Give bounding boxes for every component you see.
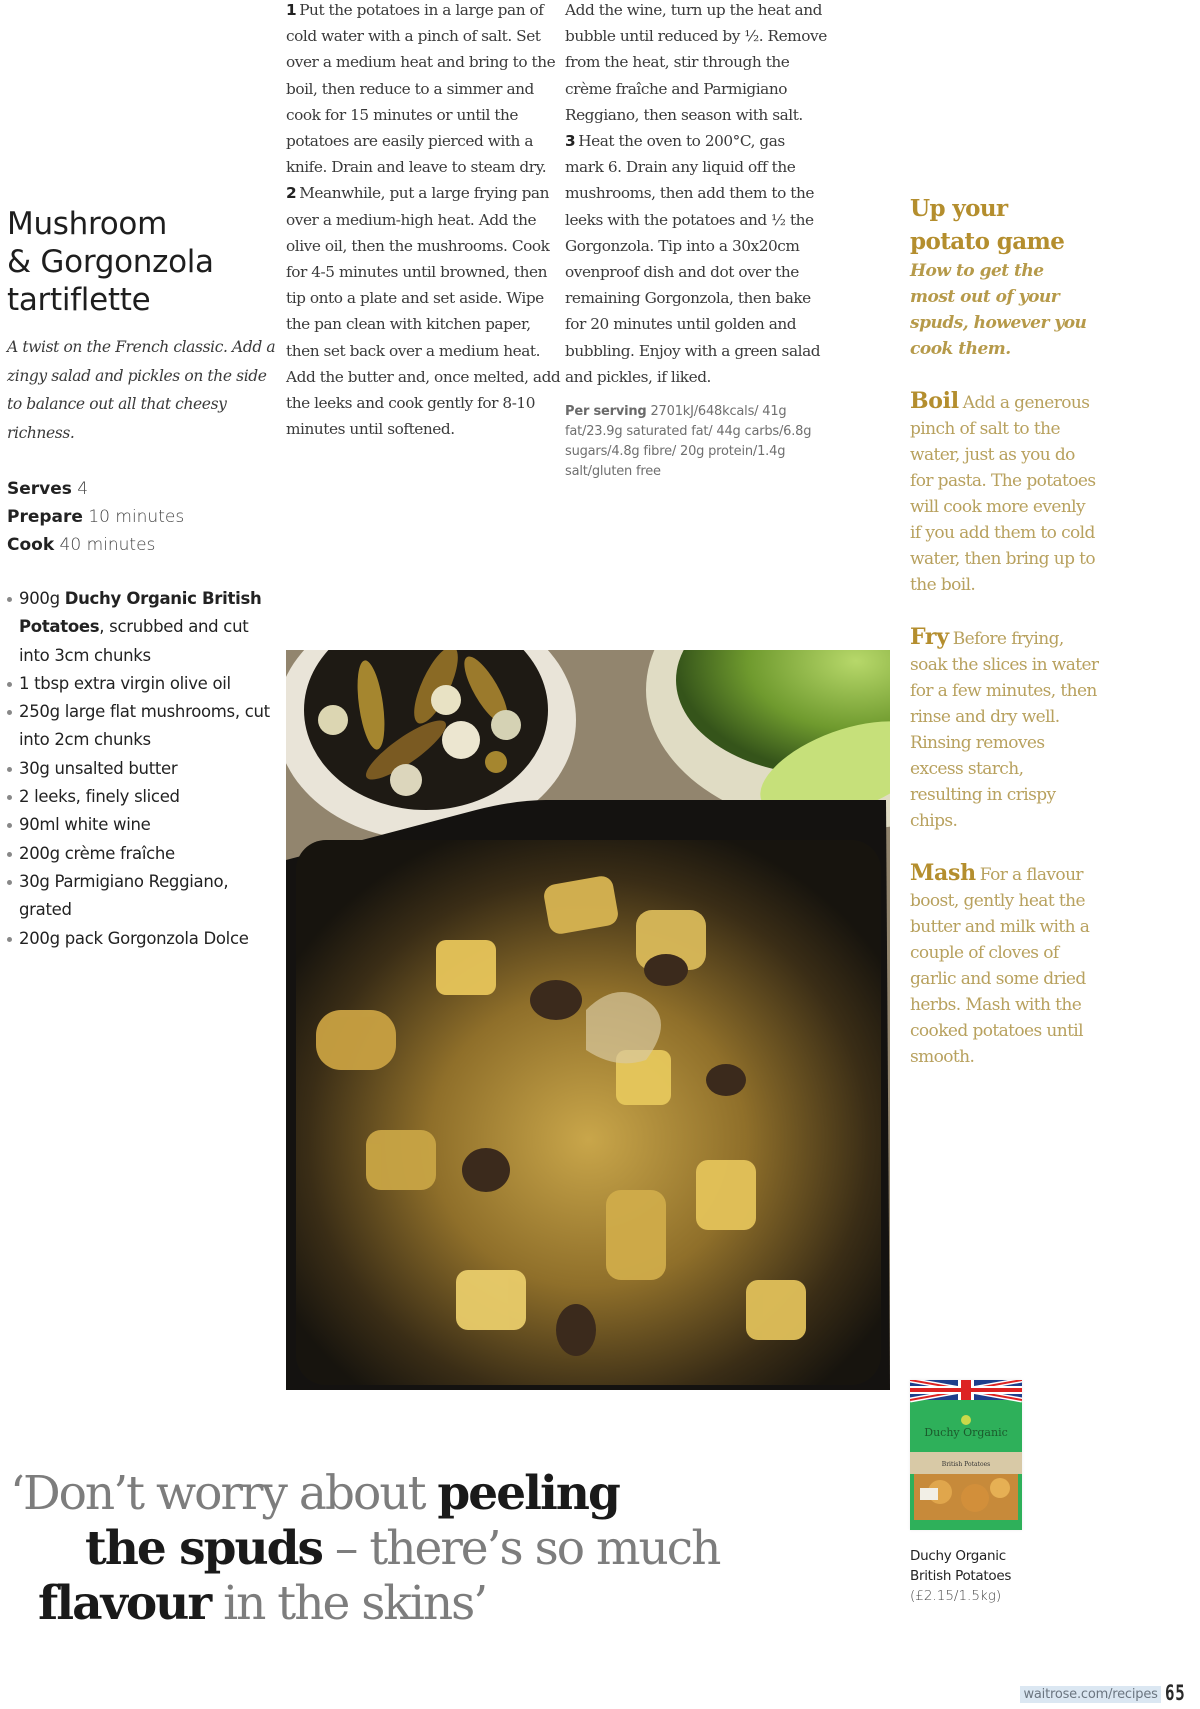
recipe-photo bbox=[286, 650, 890, 1390]
product-pack-image bbox=[910, 1380, 1022, 1530]
ingredient-item bbox=[7, 585, 282, 670]
potato-tips-sidebar bbox=[910, 192, 1200, 1070]
svg-text:British Potatoes: British Potatoes bbox=[941, 1461, 991, 1468]
tip-heading: Boil bbox=[910, 388, 959, 414]
page-footer bbox=[1020, 1683, 1192, 1703]
recipe-title-line: tartiflette bbox=[7, 282, 151, 318]
meta-value: 4 bbox=[77, 479, 89, 499]
ingredient-item bbox=[7, 670, 282, 698]
tips-title: Up your potato game bbox=[910, 195, 1065, 255]
nutrition-label: Per serving bbox=[565, 404, 647, 420]
ingredient-text: 200g pack Gorgonzola Dolce bbox=[19, 928, 249, 948]
featured-product[interactable] bbox=[910, 1380, 1110, 1606]
ingredient-product-link: Duchy Organic British Potatoes bbox=[19, 589, 262, 637]
meta-label: Prepare bbox=[7, 507, 83, 527]
quote-text: ‘Don’t worry about bbox=[10, 1466, 438, 1521]
product-name-line: British Potatoes bbox=[910, 1568, 1012, 1584]
step-text: Put the potatoes in a large pan of cold water with a pinch of salt. Set over a medium heat and bring to the boil, then reduce to a simmer and cook for 15 minutes or until the potatoes are easily pierced with a knife. Drain and leave to steam dry. bbox=[286, 1, 556, 177]
tip-text: Add a generous pinch of salt to the water, just as you do for pasta. The potatoes will cook more evenly if you add them to cold water, then bring up to the boil. bbox=[910, 393, 1096, 595]
page-number: 65 bbox=[1164, 1681, 1186, 1705]
step-text: Heat the oven to 200°C, gas mark 6. Drain any liquid off the mushrooms, then add them to the leeks with the potatoes and ½ the Gorgonzola. Tip into a 30x20cm ovenproof dish and dot over the remaining Gorgonzola, then bake for 20 minutes until golden and bubbling. Enjoy with a green salad and pickles, if liked. bbox=[565, 132, 821, 386]
step-text: Meanwhile, put a large frying pan over a medium-high heat. Add the olive oil, then the mushrooms. Cook for 4-5 minutes until browned, then tip onto a plate and set aside. Wipe the pan clean with kitchen paper, then set back over a medium heat. Add the butter and, once melted, add the leeks and cook gently for 8-10 minutes until softened. bbox=[286, 184, 561, 439]
ingredient-text: 250g large flat mushrooms, cut into 2cm chunks bbox=[19, 702, 270, 750]
tip-heading: Mash bbox=[910, 860, 976, 886]
method-step-1 bbox=[286, 0, 561, 180]
product-price: (£2.15/1.5kg) bbox=[910, 1588, 1002, 1604]
svg-text:Duchy Organic: Duchy Organic bbox=[924, 1426, 1008, 1439]
meta-value: 10 minutes bbox=[88, 507, 185, 527]
ingredient-text: 30g unsalted butter bbox=[19, 758, 178, 778]
recipe-meta bbox=[7, 475, 282, 559]
ingredient-text: 900g bbox=[19, 589, 65, 608]
ingredient-item bbox=[7, 868, 282, 925]
step-number: 2 bbox=[286, 184, 297, 203]
nutrition-value: 2701kJ/648kcals/ 41g fat/23.9g saturated fat/ 44g carbs/6.8g sugars/4.8g fibre/ 20g protein/1.4g salt/gluten free bbox=[565, 404, 812, 480]
quote-line bbox=[10, 1466, 870, 1521]
meta-label: Cook bbox=[7, 535, 55, 555]
recipe-title-line: Mushroom bbox=[7, 206, 167, 242]
ingredient-text: 30g Parmigiano Reggiano, grated bbox=[19, 871, 229, 920]
quote-emphasis: the spuds bbox=[85, 1521, 322, 1576]
step-number: 1 bbox=[286, 1, 297, 19]
tips-subtitle: How to get the most out of your spuds, however you cook them. bbox=[910, 261, 1087, 359]
method-column-2 bbox=[565, 0, 827, 482]
recipes-link[interactable]: waitrose.com/recipes bbox=[1020, 1686, 1160, 1703]
nutrition-info bbox=[565, 402, 827, 482]
ingredient-text: 2 leeks, finely sliced bbox=[19, 787, 180, 807]
ingredient-item bbox=[7, 698, 282, 755]
product-name-line: Duchy Organic bbox=[910, 1548, 1006, 1564]
product-name bbox=[910, 1546, 1110, 1586]
quote-emphasis: peeling bbox=[437, 1466, 619, 1521]
tip-fry bbox=[910, 624, 1100, 834]
ingredient-item bbox=[7, 811, 282, 839]
tartiflette-image bbox=[286, 650, 890, 1390]
ingredient-text: 1 tbsp extra virgin olive oil bbox=[19, 673, 231, 693]
meta-value: 40 minutes bbox=[59, 535, 156, 555]
meta-cook bbox=[7, 531, 282, 559]
quote-text: – there’s so much bbox=[321, 1521, 720, 1576]
ingredient-item bbox=[7, 755, 282, 783]
ingredient-text: 90ml white wine bbox=[19, 815, 151, 835]
method-step-3 bbox=[565, 128, 827, 390]
step-number: 3 bbox=[565, 132, 576, 151]
method-step-2-continued: Add the wine, turn up the heat and bubble until reduced by ½. Remove from the heat, stir through the crème fraîche and Parmigiano Reggiano, then season with salt. bbox=[565, 1, 827, 124]
quote-line bbox=[10, 1521, 870, 1576]
quote-line bbox=[10, 1576, 870, 1631]
recipe-title bbox=[7, 205, 282, 319]
meta-serves bbox=[7, 475, 282, 503]
method-step-2 bbox=[286, 180, 561, 442]
ingredient-item bbox=[7, 783, 282, 811]
ingredient-text: 200g crème fraîche bbox=[19, 843, 175, 863]
method-column-1 bbox=[286, 0, 561, 442]
pull-quote bbox=[10, 1466, 870, 1631]
quote-emphasis: flavour bbox=[38, 1576, 211, 1631]
tip-boil bbox=[910, 388, 1100, 598]
tip-mash bbox=[910, 860, 1100, 1070]
recipe-title-line: & Gorgonzola bbox=[7, 244, 214, 280]
ingredient-item bbox=[7, 925, 282, 953]
potato-bag-icon bbox=[910, 1380, 1022, 1530]
tip-text: Before frying, soak the slices in water for a few minutes, then rinse and dry well. Rinsing removes excess starch, resulting in crispy chips. bbox=[910, 629, 1099, 831]
tip-text: For a flavour boost, gently heat the butter and milk with a couple of cloves of garlic and some dried herbs. Mash with the cooked potatoes until smooth. bbox=[910, 865, 1090, 1067]
recipe-header-column bbox=[7, 205, 282, 953]
meta-prepare bbox=[7, 503, 282, 531]
tip-heading: Fry bbox=[910, 624, 949, 650]
quote-text: in the skins’ bbox=[210, 1576, 487, 1631]
ingredients-list bbox=[7, 585, 282, 953]
ingredient-item bbox=[7, 840, 282, 868]
recipe-intro: A twist on the French classic. Add a zingy salad and pickles on the side to balance out all that cheesy richness. bbox=[7, 338, 276, 442]
ingredient-text: , scrubbed and cut into 3cm chunks bbox=[19, 617, 249, 665]
meta-label: Serves bbox=[7, 479, 72, 499]
